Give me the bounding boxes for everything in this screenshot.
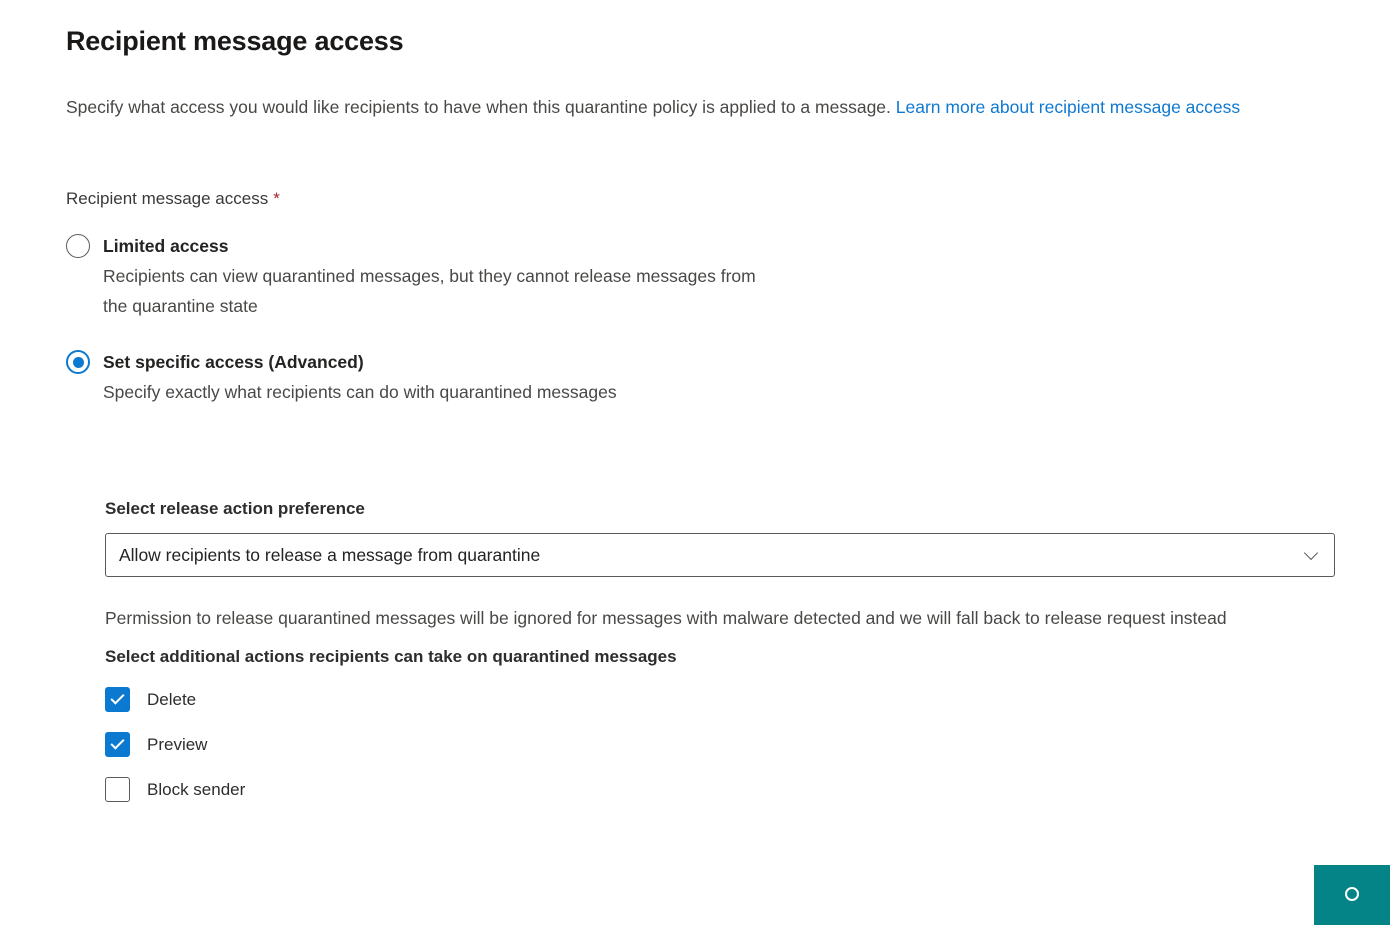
checkbox-preview-label[interactable]: Preview xyxy=(147,734,208,754)
feedback-smiley-icon xyxy=(1345,887,1359,901)
radio-set-specific-access[interactable] xyxy=(66,350,90,374)
checkbox-block-sender[interactable] xyxy=(105,777,130,802)
feedback-button[interactable] xyxy=(1314,865,1390,925)
checkbox-delete-label[interactable]: Delete xyxy=(147,689,197,709)
radio-option-text xyxy=(103,349,617,407)
advanced-access-section xyxy=(105,499,1397,802)
checkbox-row-block-sender xyxy=(105,777,1397,802)
release-action-dropdown[interactable] xyxy=(105,533,1335,577)
checkbox-block-sender-label[interactable]: Block sender xyxy=(147,779,246,799)
checkbox-preview[interactable] xyxy=(105,732,130,757)
page-description-text: Specify what access you would like recipients to have when this quarantine policy is applied to a message. xyxy=(66,97,891,117)
access-radio-group xyxy=(66,233,1397,407)
learn-more-link[interactable]: Learn more about recipient message access xyxy=(895,97,1241,117)
radio-option-text xyxy=(103,233,763,321)
radio-set-specific-access-label[interactable]: Set specific access (Advanced) xyxy=(103,352,364,372)
radio-limited-access-label[interactable]: Limited access xyxy=(103,236,229,256)
radio-option-limited-access xyxy=(66,233,1397,321)
release-action-helper-text: Permission to release quarantined messages will be ignored for messages with malware detected and we will fall back to release request instead xyxy=(105,608,1227,628)
access-field-label xyxy=(66,189,1397,209)
page-title: Recipient message access xyxy=(66,26,404,56)
radio-limited-access-description: Recipients can view quarantined messages, but they cannot release messages from the quarantine state xyxy=(103,266,756,316)
checkbox-row-delete xyxy=(105,687,1397,712)
page-description xyxy=(66,93,1334,121)
access-field-label-text: Recipient message access xyxy=(66,189,269,208)
checkbox-delete[interactable] xyxy=(105,687,130,712)
radio-limited-access[interactable] xyxy=(66,234,90,258)
required-asterisk: * xyxy=(273,189,280,208)
release-action-selected-value: Allow recipients to release a message from quarantine xyxy=(119,544,541,565)
checkbox-row-preview xyxy=(105,732,1397,757)
chevron-down-icon xyxy=(1304,545,1318,559)
release-action-label: Select release action preference xyxy=(105,499,365,518)
radio-option-set-specific-access xyxy=(66,349,1397,407)
additional-actions-label: Select additional actions recipients can take on quarantined messages xyxy=(105,647,677,666)
radio-set-specific-access-description: Specify exactly what recipients can do with quarantined messages xyxy=(103,382,617,402)
